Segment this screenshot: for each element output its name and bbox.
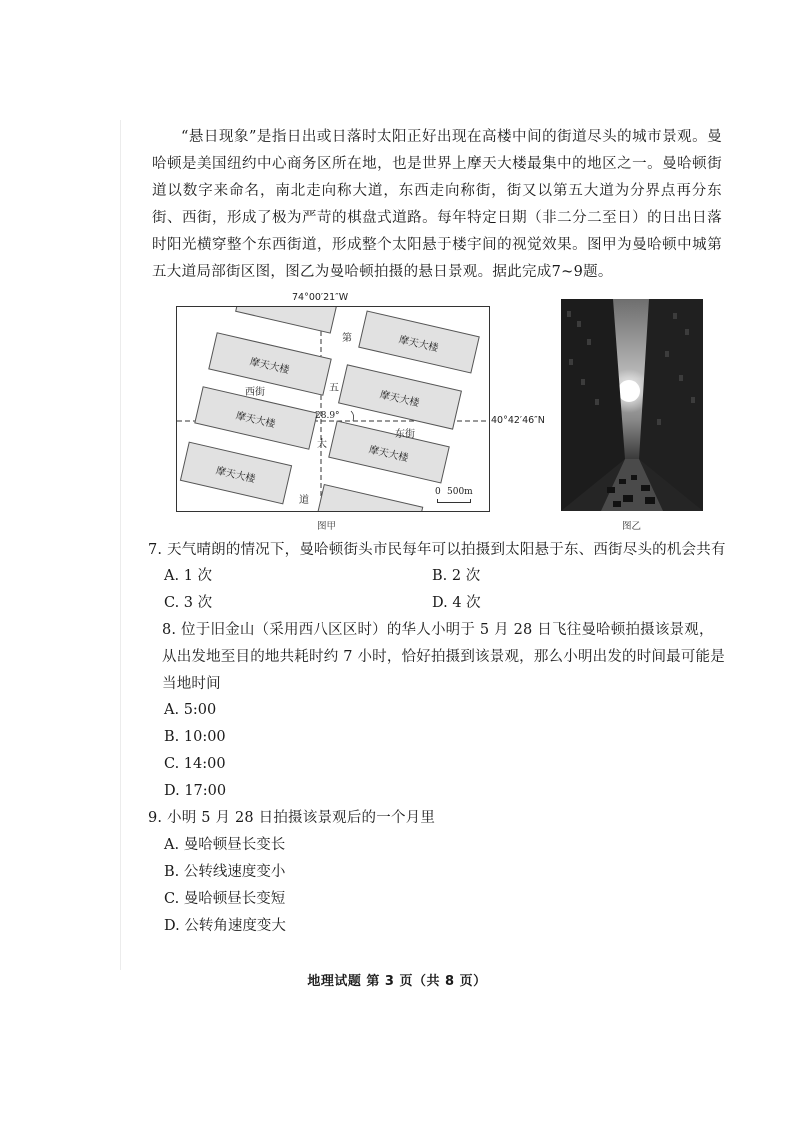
- question-8-stem: 8. 位于旧金山（采用西八区区时）的华人小明于 5 月 28 日飞往曼哈顿拍摄该景观，从出发地至目的地共耗时约 7 小时，恰好拍摄到该景观，那么小明出发的时间最可能是当地时间: [162, 622, 725, 692]
- building-block: 摩天大楼: [328, 420, 450, 483]
- question-8-option-c: C. 14:00: [164, 756, 226, 772]
- question-9-stem: 9. 小明 5 月 28 日拍摄该景观后的一个月里: [148, 810, 436, 826]
- page-footer: 地理试题 第 3 页（共 8 页）: [307, 974, 487, 989]
- avenue-char-2: 五: [329, 383, 339, 394]
- avenue-char-3: 大: [317, 439, 327, 450]
- scale-bar: [437, 499, 471, 503]
- latitude-label: 40°42′46″N: [491, 415, 545, 426]
- building-block: 摩天大楼: [208, 332, 332, 396]
- east-street-label: 东街: [395, 429, 415, 440]
- sunset-street-image: [561, 299, 703, 511]
- page-margin-line: [120, 120, 121, 970]
- avenue-char-1: 第: [342, 333, 352, 344]
- figure-a-caption: 图甲: [317, 521, 337, 532]
- scale-value: 500m: [447, 487, 473, 497]
- building-block: 摩天大楼: [358, 310, 480, 373]
- figure-b-caption: 图乙: [622, 521, 642, 532]
- angle-label: 28.9°: [315, 411, 340, 421]
- passage: “悬日现象”是指日出或日落时太阳正好出现在高楼中间的街道尽头的城市景观。曼哈顿是美国纽约中心商务区所在地，也是世界上摩天大楼最集中的地区之一。曼哈顿街道以数字来命名，南北走向称大道，东西走向称街，街又以第五大道为分界点再分东街、西街，形成了极为严苛的棋盘式道路。每年特定日期（非二分二至日）的日出日落时阳光横穿整个东西街道，形成整个太阳悬于楼宇间的视觉效果。图甲为曼哈顿中城第五大道局部街区图，图乙为曼哈顿拍摄的悬日景观。据此完成7~9题。: [152, 129, 722, 280]
- question-9-option-a: A. 曼哈顿昼长变长: [164, 837, 286, 853]
- question-7-stem: 7. 天气晴朗的情况下，曼哈顿街头市民每年可以拍摄到太阳悬于东、西街尽头的机会共有: [148, 542, 726, 558]
- building-block: 摩天大楼: [180, 442, 292, 505]
- question-8-option-b: B. 10:00: [164, 729, 226, 745]
- avenue-char-4: 道: [299, 495, 309, 506]
- question-8-option-d: D. 17:00: [164, 783, 227, 799]
- scale-zero: 0: [435, 487, 441, 497]
- angle-arc: [351, 411, 354, 421]
- question-9-option-b: B. 公转线速度变小: [164, 864, 286, 880]
- figure-b-photo: [561, 299, 703, 511]
- question-7-option-a: A. 1 次: [164, 568, 213, 584]
- longitude-label: 74°00′21″W: [292, 292, 349, 303]
- figure-a-map: [176, 306, 490, 512]
- question-7-option-d: D. 4 次: [432, 595, 481, 611]
- building-block: 摩天大楼: [194, 386, 318, 450]
- building-block: 摩天大楼: [338, 364, 462, 430]
- question-8-option-a: A. 5:00: [164, 702, 217, 718]
- west-street-label: 西街: [245, 387, 265, 398]
- question-7-option-c: C. 3 次: [164, 595, 213, 611]
- question-7-option-b: B. 2 次: [432, 568, 481, 584]
- question-9-option-c: C. 曼哈顿昼长变短: [164, 891, 286, 907]
- question-9-option-d: D. 公转角速度变大: [164, 918, 286, 934]
